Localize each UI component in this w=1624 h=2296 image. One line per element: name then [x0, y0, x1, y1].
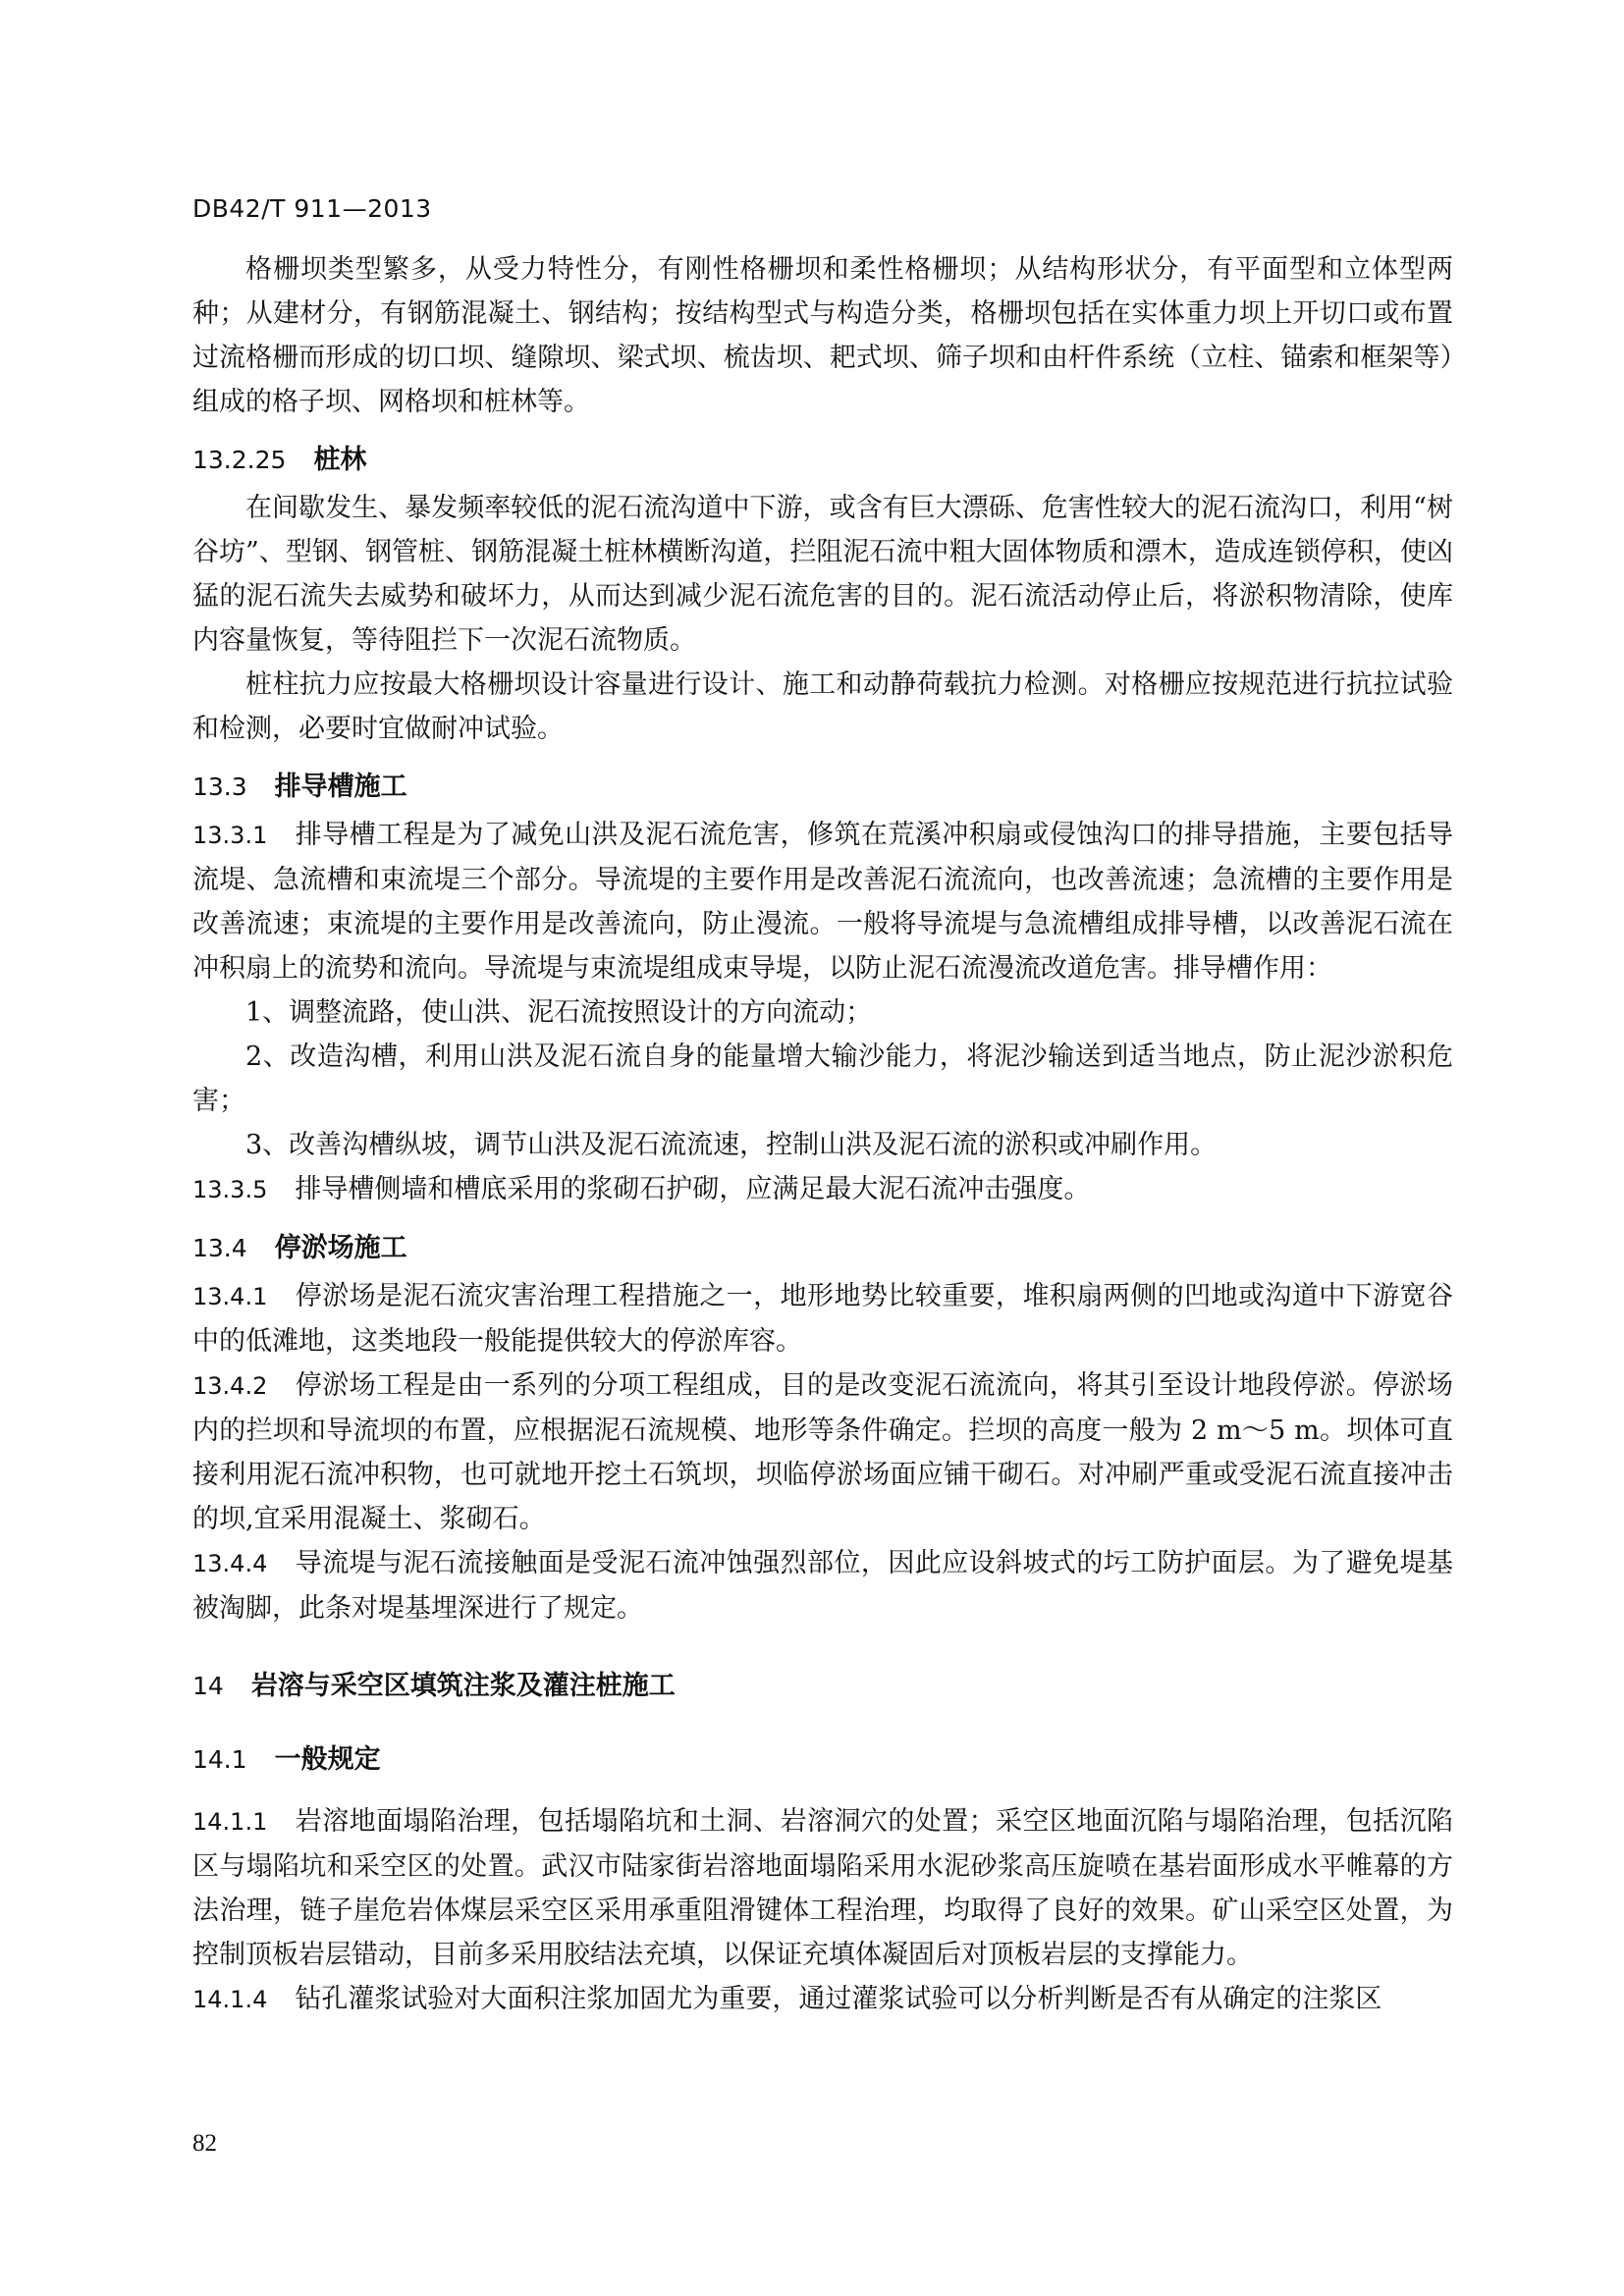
list-item: 2、改造沟槽，利用山洪及泥石流自身的能量增大输沙能力，将泥沙输送到适当地点，防止泥沙淤积危害；	[192, 1041, 1453, 1116]
clause-number: 14.1.1	[192, 1808, 268, 1836]
document-code-header: DB42/T 911—2013	[192, 194, 432, 223]
list-item: 3、改善沟槽纵坡，调节山洪及泥石流流速，控制山洪及泥石流的淤积或冲刷作用。	[245, 1130, 1218, 1160]
clause-number: 13.4.1	[192, 1283, 268, 1310]
page-number: 82	[192, 2130, 217, 2157]
clause-number: 13.4.4	[192, 1550, 268, 1577]
clause-14-1-1	[192, 1799, 1453, 1977]
section-title: 一般规定	[274, 1744, 381, 1775]
clause-text: 导流堤与泥石流接触面是受泥石流冲蚀强烈部位，因此应设斜坡式的圬工防护面层。为了避免堤基被淘脚，此条对堤基埋深进行了规定。	[192, 1548, 1453, 1624]
section-heading-13-3	[192, 765, 1453, 809]
chapter-heading-14	[192, 1664, 1453, 1708]
clause-13-4-1	[192, 1274, 1453, 1363]
list-item: 1、调整流路，使山洪、泥石流按照设计的方向流动；	[245, 997, 873, 1028]
clause-number: 13.4.2	[192, 1372, 268, 1400]
section-title: 桩林	[313, 445, 367, 475]
clause-13-3-5	[192, 1167, 1453, 1212]
clause-14-1-4	[192, 1977, 1453, 2022]
clause-text: 排导槽侧墙和槽底采用的浆砌石护砌，应满足最大泥石流冲击强度。	[295, 1174, 1091, 1204]
paragraph-pile-forest: 在间歇发生、暴发频率较低的泥石流沟道中下游，或含有巨大漂砾、危害性较大的泥石流沟口，利用“树谷坊”、型钢、钢管桩、钢筋混凝土桩林横断沟道，拦阻泥石流中粗大固体物质和漂木，造成连锁停积，使凶猛的泥石流失去威势和破坏力，从而达到减少泥石流危害的目的。泥石流活动停止后，将淤积物清除，使库内容量恢复，等待阻拦下一次泥石流物质。	[192, 493, 1453, 656]
section-title: 排导槽施工	[274, 772, 407, 802]
clause-text: 停淤场是泥石流灾害治理工程措施之一，地形地势比较重要，堆积扇两侧的凹地或沟道中下游宽谷中的低滩地，这类地段一般能提供较大的停淤库容。	[192, 1281, 1453, 1357]
section-heading-13-2-25	[192, 438, 1453, 482]
chapter-number: 14	[192, 1672, 224, 1700]
section-heading-13-4	[192, 1226, 1453, 1270]
paragraph-pile-resistance: 桩柱抗力应按最大格栅坝设计容量进行设计、施工和动静荷载抗力检测。对格栅应按规范进行抗拉试验和检测，必要时宜做耐冲试验。	[192, 669, 1453, 744]
chapter-title: 岩溶与采空区填筑注浆及灌注桩施工	[250, 1671, 676, 1701]
section-number: 14.1	[192, 1745, 247, 1774]
clause-number: 14.1.4	[192, 1986, 268, 2013]
section-heading-14-1	[192, 1737, 1453, 1782]
section-number: 13.4	[192, 1234, 247, 1262]
clause-number: 13.3.5	[192, 1176, 268, 1203]
section-number: 13.3	[192, 773, 247, 801]
clause-text: 岩溶地面塌陷治理，包括塌陷坑和土洞、岩溶洞穴的处置；采空区地面沉陷与塌陷治理，包括沉陷区与塌陷坑和采空区的处置。武汉市陆家街岩溶地面塌陷采用水泥砂浆高压旋喷在基岩面形成水平帷幕的方法治理，链子崖危岩体煤层采空区采用承重阻滑键体工程治理，均取得了良好的效果。矿山采空区处置，为控制顶板岩层错动，目前多采用胶结法充填，以保证充填体凝固后对顶板岩层的支撑能力。	[192, 1806, 1453, 1970]
clause-13-3-1	[192, 813, 1453, 990]
clause-text: 停淤场工程是由一系列的分项工程组成，目的是改变泥石流流向，将其引至设计地段停淤。停淤场内的拦坝和导流坝的布置，应根据泥石流规模、地形等条件确定。拦坝的高度一般为 2 m～5 m。坝体可直接利用泥石流冲积物，也可就地开挖土石筑坝，坝临停淤场面应铺干砌石。对冲刷严重或受泥石流直接冲击的坝,宜采用混凝土、浆砌石。	[192, 1370, 1453, 1534]
document-body	[192, 247, 1453, 2022]
section-title: 停淤场施工	[274, 1233, 407, 1263]
clause-number: 13.3.1	[192, 822, 268, 849]
clause-13-4-2	[192, 1363, 1453, 1541]
section-number: 13.2.25	[192, 446, 287, 474]
paragraph-grid-dam-types: 格栅坝类型繁多，从受力特性分，有刚性格栅坝和柔性格栅坝；从结构形状分，有平面型和立体型两种；从建材分，有钢筋混凝土、钢结构；按结构型式与构造分类，格栅坝包括在实体重力坝上开切口或布置过流格栅而形成的切口坝、缝隙坝、梁式坝、梳齿坝、耙式坝、筛子坝和由杆件系统（立柱、锚索和框架等）组成的格子坝、网格坝和桩林等。	[192, 254, 1453, 417]
clause-text: 钻孔灌浆试验对大面积注浆加固尤为重要，通过灌浆试验可以分析判断是否有从确定的注浆区	[295, 1984, 1382, 2014]
clause-13-4-4	[192, 1541, 1453, 1630]
clause-text: 排导槽工程是为了减免山洪及泥石流危害，修筑在荒溪冲积扇或侵蚀沟口的排导措施，主要包括导流堤、急流槽和束流堤三个部分。导流堤的主要作用是改善泥石流流向，也改善流速；急流槽的主要作用是改善流速；束流堤的主要作用是改善流向，防止漫流。一般将导流堤与急流槽组成排导槽，以改善泥石流在冲积扇上的流势和流向。导流堤与束流堤组成束导堤，以防止泥石流漫流改道危害。排导槽作用：	[192, 820, 1453, 984]
